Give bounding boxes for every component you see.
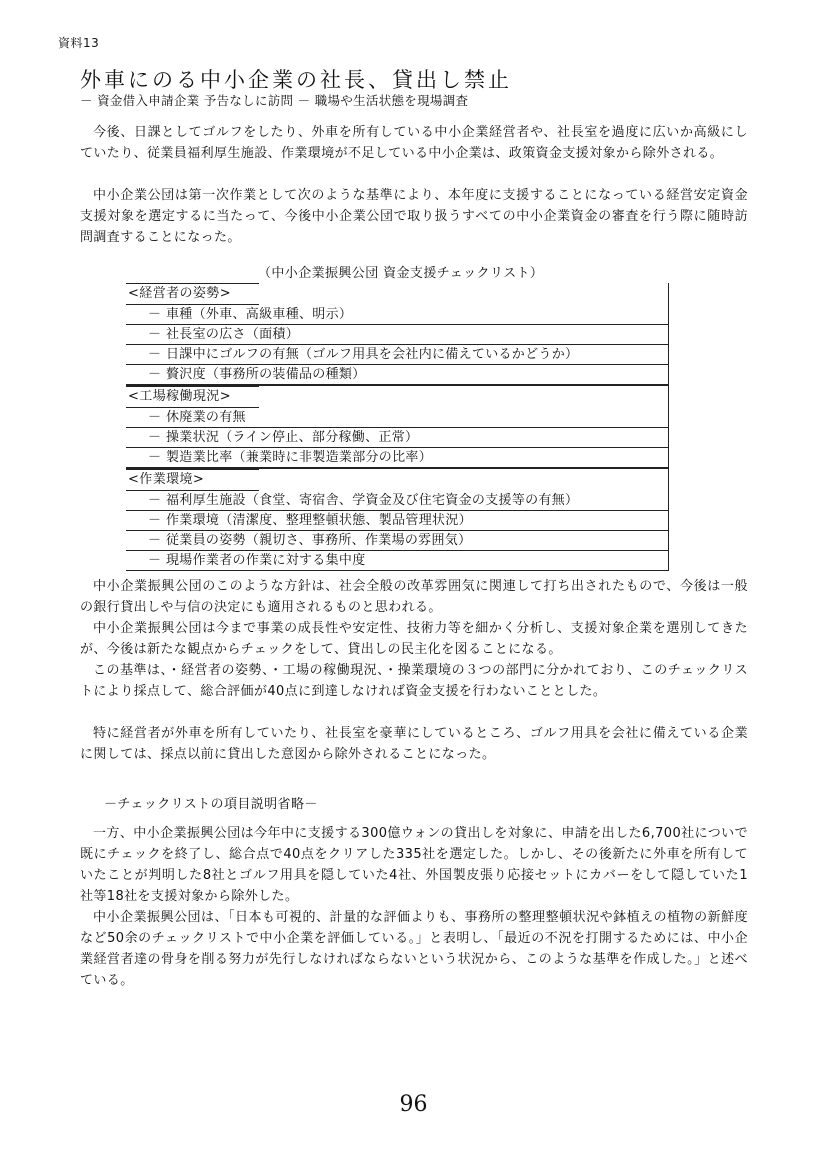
dash-icon: － <box>148 513 162 528</box>
checklist-item: － 従業員の姿勢（親切さ、事務所、作業場の雰囲気） <box>126 531 668 551</box>
dash-icon: － <box>148 410 162 425</box>
omitted-note: －チェックリストの項目説明省略－ <box>104 797 318 812</box>
dash-icon: － <box>148 450 162 465</box>
dash-icon: － <box>148 307 162 322</box>
checklist-section-heading: <工場稼働現況> <box>126 386 259 408</box>
intro-paragraph: 今後、日課としてゴルフをしたり、外車を所有している中小企業経営者や、社長室を過度に広いか高級にしていたり、従業員福利厚生施設、作業環境が不足している中小企業は、政策資金支援対象から除外される。 <box>80 125 748 161</box>
body-paragraph: この基準は、・経営者の姿勢、・工場の稼働現況、・操業環境の３つの部門に分かれており、このチェックリストにより採点して、総合評価が40点に到達しなければ資金支援を行わないこととした。 <box>80 663 748 699</box>
dash-icon: － <box>148 327 162 342</box>
closing-paragraph: 中小企業振興公団は、「日本も可視的、計量的な評価よりも、事務所の整理整頓状況や鉢植えの植物の新鮮度など50余のチェックリストで中小企業を評価している。」と表明し、「最近の不況を打開するためには、中小企業経営者達の骨身を削る努力が先行しなければならないという状況から、このような基準を作成した。」と述べている。 <box>80 910 748 988</box>
checklist-section <box>126 283 668 385</box>
checklist-item: － 福利厚生施設（食堂、寄宿舎、学資金及び住宅資金の支援等の有無） <box>126 491 668 511</box>
checklist-item: － 作業環境（清潔度、整理整頓状態、製品管理状況） <box>126 511 668 531</box>
intro-paragraph: 中小企業公団は第一次作業として次のような基準により、本年度に支援することになっている経営安定資金支援対象を選定するに当たって、今後中小企業公団で取り扱うすべての中小企業資金の審査を行う際に随時訪問調査することになった。 <box>80 188 748 245</box>
checklist-section-heading: <経営者の姿勢> <box>126 283 259 305</box>
page-number: 96 <box>399 1092 428 1117</box>
dash-icon: － <box>148 367 162 382</box>
checklist-section-heading: <作業環境> <box>126 469 259 491</box>
body-paragraph: 特に経営者が外車を所有していたり、社長室を豪華にしているところ、ゴルフ用具を会社に備えている企業に関しては、採点以前に貸出した意図から除外されることになった。 <box>80 726 748 762</box>
dash-icon: － <box>148 553 162 568</box>
checklist-item: － 操業状況（ライン停止、部分稼働、正常） <box>126 428 668 448</box>
dash-icon: － <box>148 347 162 362</box>
checklist-box <box>126 283 669 571</box>
dash-icon: － <box>148 533 162 548</box>
article-title: 外車にのる中小企業の社長、貸出し禁止 <box>80 68 512 92</box>
checklist-section <box>126 468 668 571</box>
checklist-item: － 休廃業の有無 <box>126 408 668 428</box>
checklist-item: － 製造業比率（兼業時に非製造業部分の比率） <box>126 448 668 468</box>
document-label: 資料13 <box>58 36 100 50</box>
checklist-item: － 社長室の広さ（面積） <box>126 325 668 345</box>
body-paragraph: 中小企業振興公団のこのような方針は、社会全般の改革雰囲気に関連して打ち出されたもので、今後は一般の銀行貸出しや与信の決定にも適用されるものと思われる。 <box>80 579 748 615</box>
dash-icon: － <box>148 430 162 445</box>
checklist-title: （中小企業振興公団 資金支援チェックリスト） <box>258 266 544 281</box>
dash-icon: － <box>148 493 162 508</box>
checklist-item: － 車種（外車、高級車種、明示） <box>126 305 668 325</box>
checklist-item: － 現場作業者の作業に対する集中度 <box>126 551 668 571</box>
checklist-item: － 日課中にゴルフの有無（ゴルフ用具を会社内に備えているかどうか） <box>126 345 668 365</box>
closing-paragraph: 一方、中小企業振興公団は今年中に支援する300億ウォンの貸出しを対象に、申請を出した6,700社についで既にチェックを終了し、総合点で40点をクリアした335社を選定した。しかし、その後新たに外車を所有していたことが判明した8社とゴルフ用具を隠していた4社、外国製皮張り応接セットにカバーをして隠していた1社等18社を支援対象から除外した。 <box>80 826 748 904</box>
checklist-item: － 贅沢度（事務所の装備品の種類） <box>126 365 668 385</box>
article-subtitle: － 資金借入申請企業 予告なしに訪問 － 職場や生活状態を現場調査 <box>80 93 469 108</box>
checklist-section <box>126 385 668 468</box>
body-paragraph: 中小企業振興公団は今まで事業の成長性や安定性、技術力等を細かく分析し、支援対象企業を選別してきたが、今後は新たな観点からチェックをして、貸出しの民主化を図ることになる。 <box>80 621 748 657</box>
